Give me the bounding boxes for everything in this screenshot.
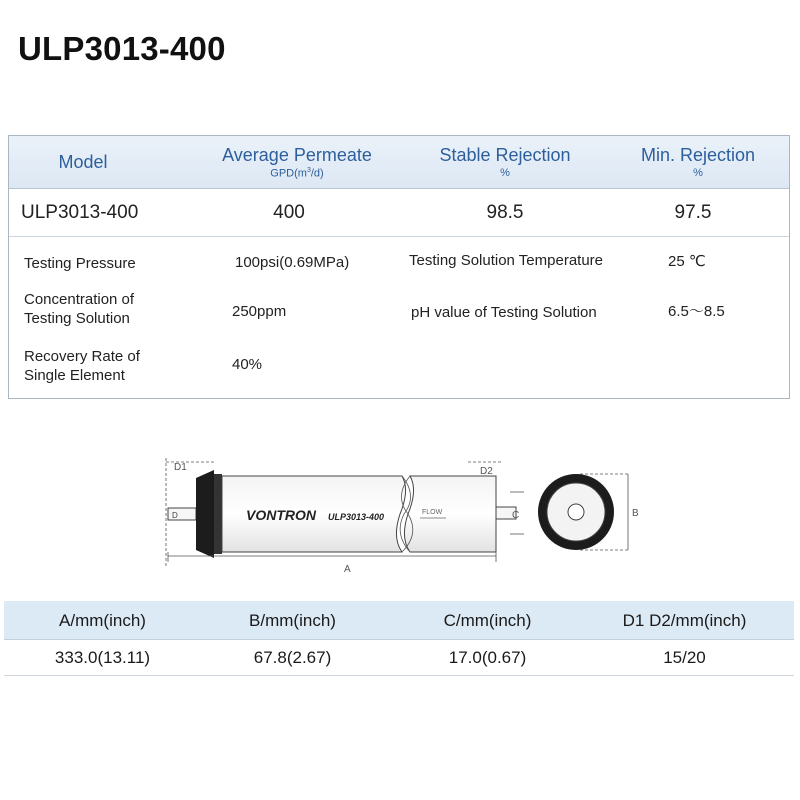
page-title: ULP3013-400 xyxy=(18,30,226,67)
label-b: B xyxy=(632,508,639,519)
value-model: ULP3013-400 xyxy=(21,202,139,223)
concentration-value: 250ppm xyxy=(232,303,287,320)
seal-collar xyxy=(214,474,222,554)
spec-table-header xyxy=(9,136,789,189)
flow-label: FLOW xyxy=(422,509,443,516)
concentration-label-line1: Concentration of xyxy=(24,291,135,308)
header-c: C/mm(inch) xyxy=(443,611,532,630)
header-min-label: Min. Rejection xyxy=(640,145,756,165)
ph-label: pH value of Testing Solution xyxy=(411,304,597,321)
label-c: C xyxy=(512,510,520,521)
temperature-value: 25 ℃ xyxy=(668,253,706,270)
header-average-permeate xyxy=(199,145,395,180)
value-stable-rejection: 98.5 xyxy=(486,202,524,223)
header-stable-label: Stable Rejection xyxy=(439,145,571,165)
label-a: A xyxy=(344,564,351,575)
header-permeate-label: Average Permeate xyxy=(222,145,372,165)
label-d1: D1 xyxy=(174,462,187,473)
dimension-table xyxy=(4,601,794,676)
concentration-label-line2: Testing Solution xyxy=(24,310,130,327)
header-b: B/mm(inch) xyxy=(249,611,336,630)
header-a: A/mm(inch) xyxy=(59,611,146,630)
testing-pressure-label: Testing Pressure xyxy=(24,255,136,272)
header-min-rejection xyxy=(625,145,771,179)
brand-mark: VONTRON xyxy=(246,507,316,523)
spec-values-row xyxy=(9,188,789,237)
header-min-unit: % xyxy=(693,167,703,179)
header-d1-d2: D1 D2/mm(inch) xyxy=(622,611,747,630)
element-body-right xyxy=(404,476,496,552)
value-a: 333.0(13.11) xyxy=(54,648,151,667)
header-permeate-unit xyxy=(199,167,395,180)
value-min-rejection: 97.5 xyxy=(674,202,712,223)
ph-value: 6.5～8.5 xyxy=(668,303,725,320)
recovery-label xyxy=(24,347,140,385)
permeate-unit-prefix: GPD(m xyxy=(270,167,307,180)
end-view-center-tube xyxy=(568,504,584,520)
value-permeate: 400 xyxy=(273,202,305,223)
value-c: 17.0(0.67) xyxy=(448,648,527,667)
membrane-diagram xyxy=(0,440,800,580)
spec-table xyxy=(8,135,790,399)
brine-seal xyxy=(196,470,214,558)
recovery-label-line1: Recovery Rate of xyxy=(24,348,140,365)
permeate-unit-superscript: 3 xyxy=(306,167,311,174)
value-b: 67.8(2.67) xyxy=(253,648,332,667)
header-stable-unit: % xyxy=(500,167,510,179)
temperature-label: Testing Solution Temperature xyxy=(409,252,604,269)
label-d-inner: D xyxy=(172,511,178,520)
value-d1-d2: 15/20 xyxy=(663,648,706,667)
recovery-label-line2: Single Element xyxy=(24,367,125,384)
concentration-label xyxy=(24,290,134,328)
permeate-unit-suffix: /d) xyxy=(310,167,324,180)
header-model-label: Model xyxy=(58,152,108,172)
header-model xyxy=(43,152,123,173)
testing-pressure-value: 100psi(0.69MPa) xyxy=(235,254,350,271)
recovery-value: 40% xyxy=(232,356,263,373)
header-stable-rejection xyxy=(425,145,585,179)
model-mark: ULP3013-400 xyxy=(328,512,385,522)
dimension-table-header xyxy=(4,601,794,640)
label-d2: D2 xyxy=(480,466,493,477)
